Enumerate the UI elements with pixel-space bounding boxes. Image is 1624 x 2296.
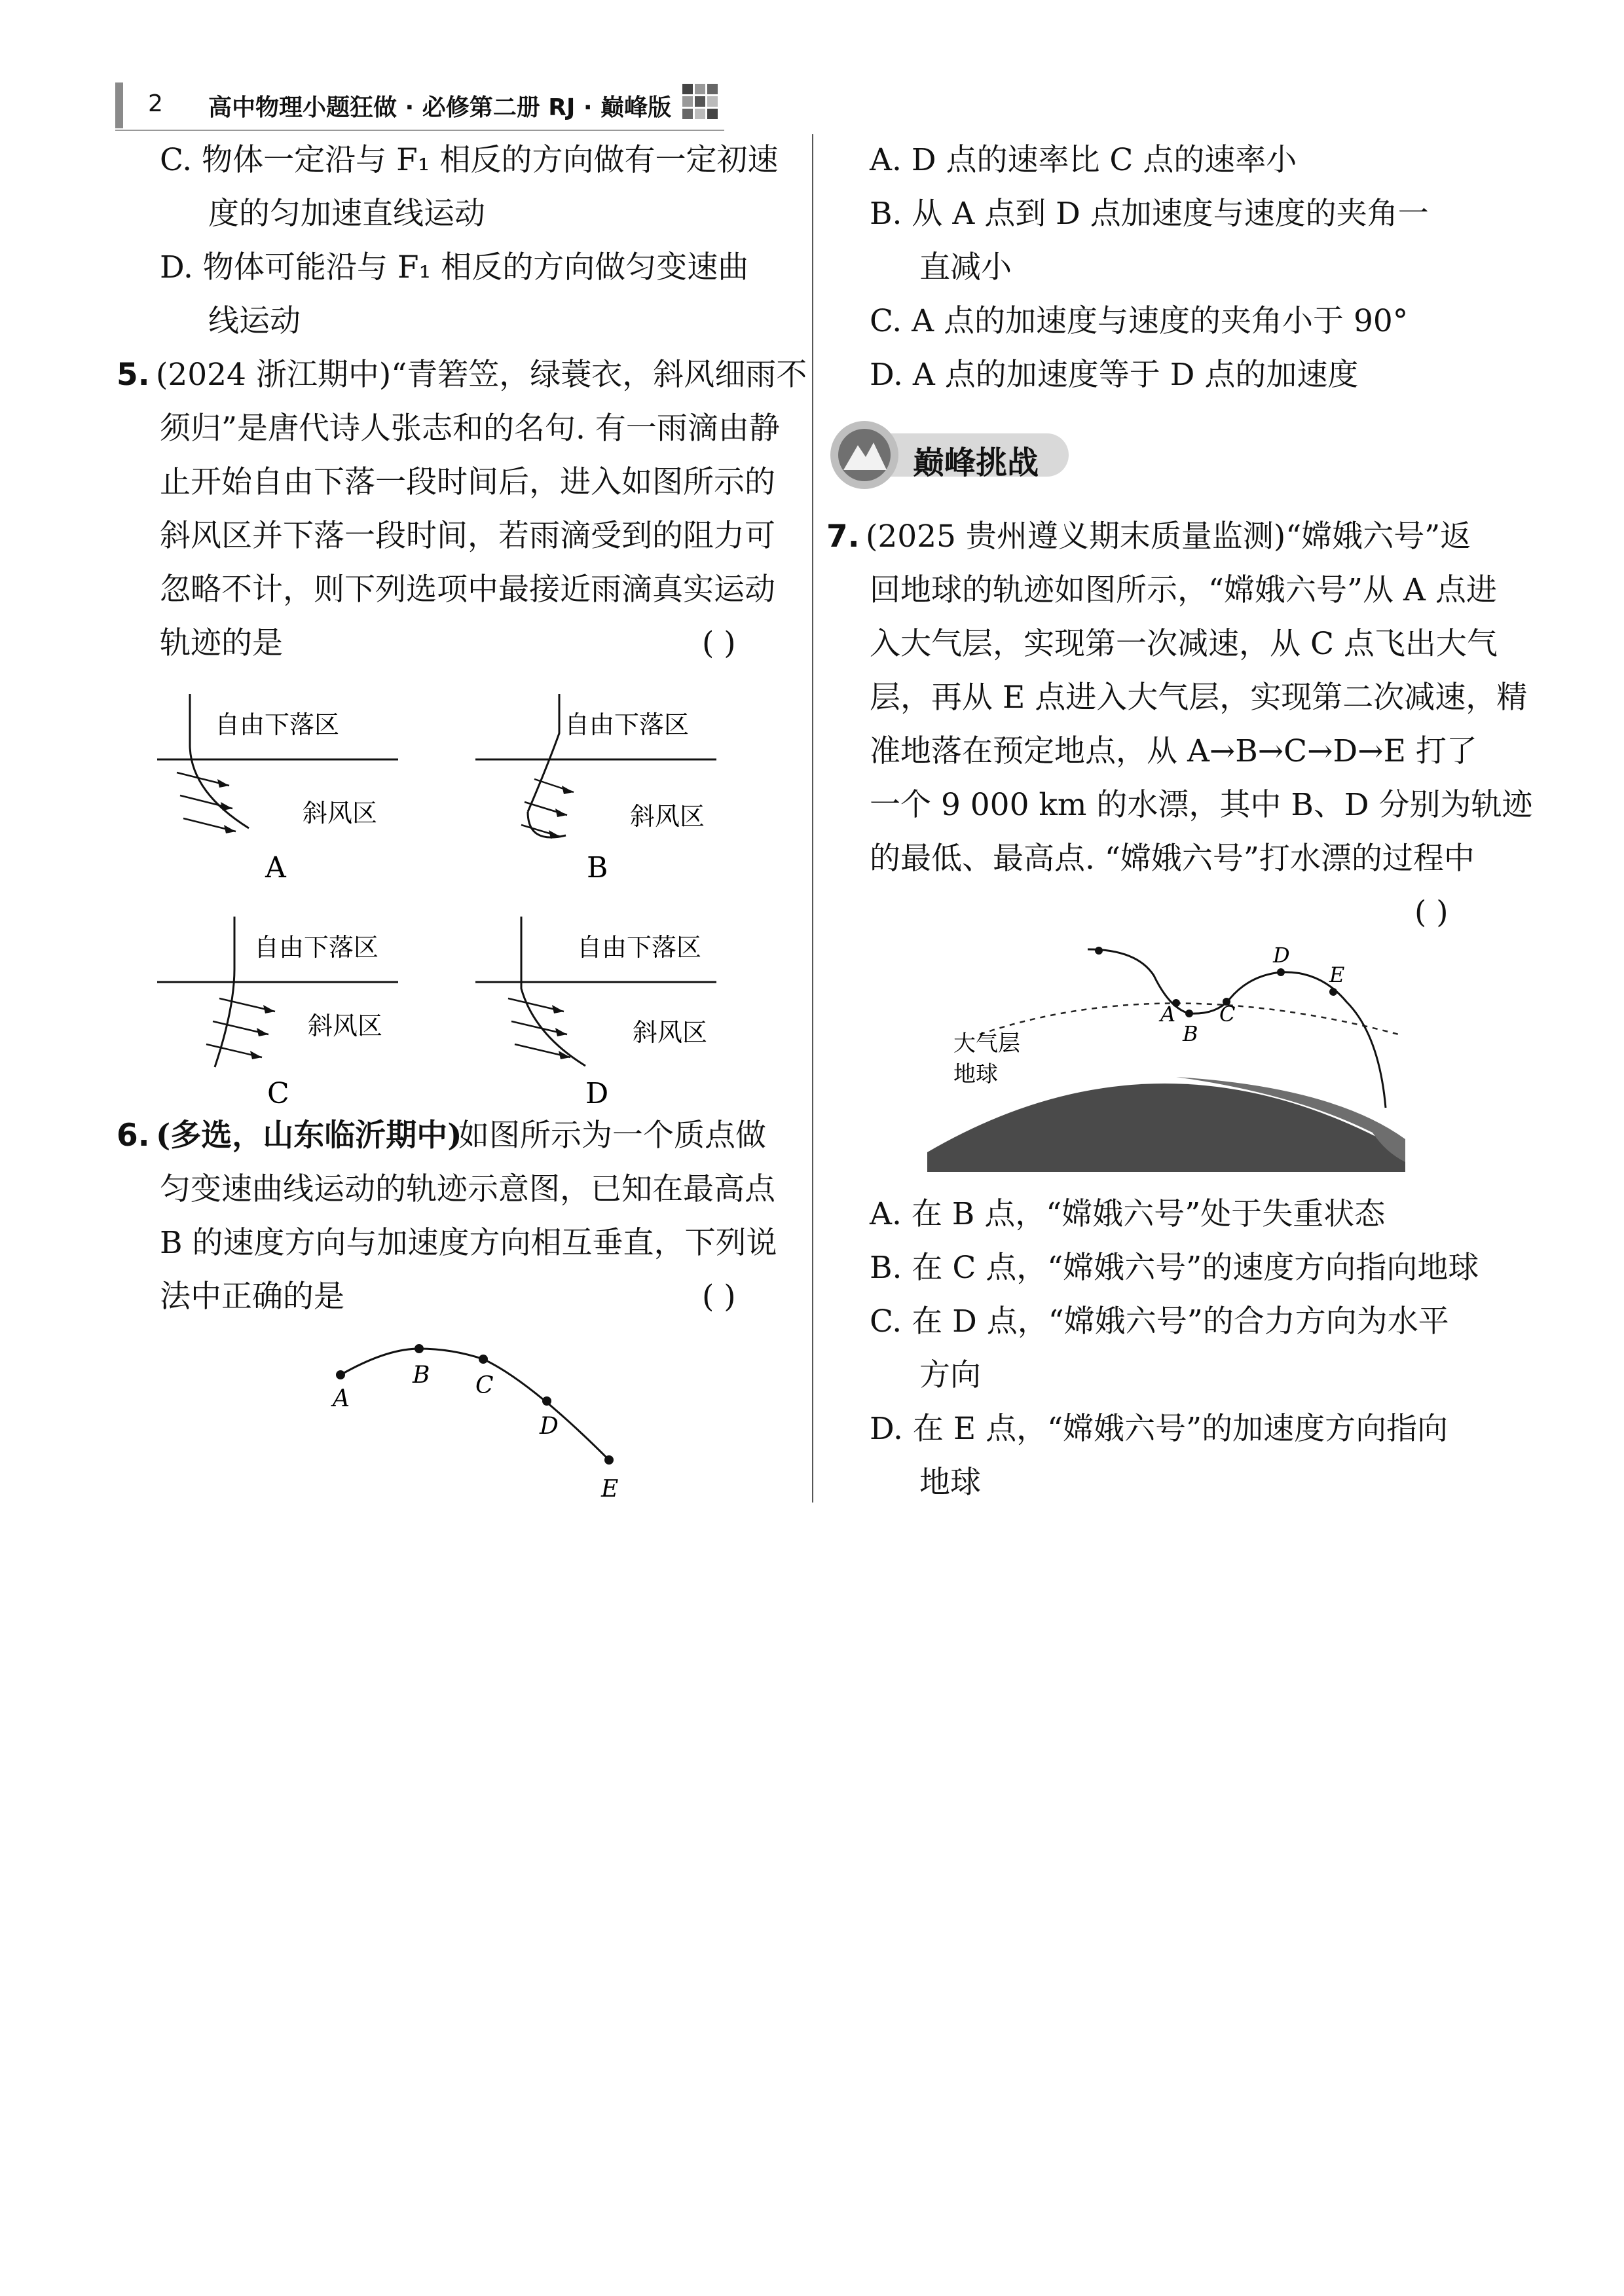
q7-label-a: A xyxy=(1160,1002,1176,1027)
q5-line1: (2024 浙江期中)“青箬笠，绿蓑衣，斜风细雨不 xyxy=(156,357,807,393)
q6-point-b xyxy=(415,1344,424,1353)
q6-option-b-line2: 直减小 xyxy=(919,249,1012,285)
q6-answer-bracket: ( ) xyxy=(702,1279,736,1315)
q7-number: 7. xyxy=(826,519,860,555)
q6-point-d xyxy=(542,1396,551,1406)
q7-line6: 一个 9 000 km 的水漂，其中 B、D 分别为轨迹 xyxy=(870,787,1533,823)
section-banner xyxy=(826,419,1075,491)
q7-option-a: A. 在 B 点，“嫦娥六号”处于失重状态 xyxy=(870,1196,1386,1232)
q6-line4: 法中正确的是 xyxy=(160,1279,344,1315)
q5-figure-c xyxy=(157,903,406,1113)
q5-c-wind-label: 斜风区 xyxy=(308,1011,383,1040)
earth-surface xyxy=(927,1084,1405,1172)
q6-label-d: D xyxy=(540,1413,559,1440)
q5-b-option-label: B xyxy=(587,851,608,884)
q7-atmosphere-label: 大气层 xyxy=(953,1030,1020,1057)
q6-line3: B 的速度方向与加速度方向相互垂直，下列说 xyxy=(160,1225,777,1261)
q7-line2: 回地球的轨迹如图所示，“嫦娥六号”从 A 点进 xyxy=(870,572,1497,608)
q5-a-wind-label: 斜风区 xyxy=(303,799,378,828)
q7-line4: 层，再从 E 点进入大气层，实现第二次减速，精 xyxy=(870,680,1528,716)
q5-d-wind-label: 斜风区 xyxy=(633,1018,708,1047)
q5-number: 5. xyxy=(117,357,150,393)
q6-line1: 如图所示为一个质点做 xyxy=(458,1118,766,1154)
q7-label-d: D xyxy=(1273,943,1290,968)
q5-a-free-label: 自由下落区 xyxy=(215,710,340,739)
q6-option-a: A. D 点的速率比 C 点的速率小 xyxy=(870,142,1297,178)
q7-option-c-line1: C. 在 D 点，“嫦娥六号”的合力方向为水平 xyxy=(870,1303,1449,1339)
section-title: 巅峰挑战 xyxy=(913,445,1039,481)
q5-d-option-label: D xyxy=(585,1077,609,1110)
q7-option-b: B. 在 C 点，“嫦娥六号”的速度方向指向地球 xyxy=(870,1250,1479,1286)
q4-opt-d-line2: 线运动 xyxy=(208,303,301,339)
q6-number: 6. xyxy=(117,1118,150,1154)
q5-figure-a xyxy=(157,681,406,890)
q5-figure-d xyxy=(475,903,724,1113)
header-bar xyxy=(115,82,123,128)
q5-line6: 轨迹的是 xyxy=(160,625,283,661)
q7-option-c-line2: 方向 xyxy=(919,1357,981,1393)
header-rule xyxy=(115,130,724,131)
q6-option-d: D. A 点的加速度等于 D 点的加速度 xyxy=(870,357,1359,393)
q7-label-c: C xyxy=(1219,1002,1236,1027)
q5-answer-bracket: ( ) xyxy=(702,625,736,661)
q6-point-e xyxy=(604,1455,614,1465)
q5-b-wind-label: 斜风区 xyxy=(630,802,705,831)
q5-line5: 忽略不计，则下列选项中最接近雨滴真实运动 xyxy=(160,572,775,608)
q6-option-b-line1: B. 从 A 点到 D 点加速度与速度的夹角一 xyxy=(870,196,1429,232)
q6-point-a xyxy=(336,1370,345,1379)
q6-trajectory-figure xyxy=(321,1336,642,1506)
q5-c-free-label: 自由下落区 xyxy=(254,933,379,962)
q7-line7: 的最低、最高点. “嫦娥六号”打水漂的过程中 xyxy=(870,841,1475,877)
q7-line1: (2025 贵州遵义期末质量监测)“嫦娥六号”返 xyxy=(866,519,1471,555)
q5-b-free-label: 自由下落区 xyxy=(564,710,690,739)
q5-c-option-label: C xyxy=(267,1077,289,1110)
q6-label-a: A xyxy=(333,1385,350,1412)
q5-d-free-label: 自由下落区 xyxy=(577,933,702,962)
q7-trajectory-figure xyxy=(927,936,1412,1172)
q7-label-b: B xyxy=(1183,1021,1198,1046)
q5-line2: 须归”是唐代诗人张志和的名句. 有一雨滴由静 xyxy=(160,410,780,446)
q6-option-c: C. A 点的加速度与速度的夹角小于 90° xyxy=(870,303,1409,339)
q5-line4: 斜风区并下落一段时间，若雨滴受到的阻力可 xyxy=(160,518,775,554)
q7-earth-label: 地球 xyxy=(953,1061,998,1087)
q5-line3: 止开始自由下落一段时间后，进入如图所示的 xyxy=(160,464,775,500)
q7-option-d-line2: 地球 xyxy=(919,1465,981,1501)
book-title: 高中物理小题狂做 · 必修第二册 RJ · 巅峰版 xyxy=(208,94,672,121)
q6-label-b: B xyxy=(413,1362,430,1389)
q6-point-c xyxy=(479,1355,488,1364)
q6-label-c: C xyxy=(475,1372,494,1399)
q5-figure-b xyxy=(475,681,724,890)
q6-line2: 匀变速曲线运动的轨迹示意图，已知在最高点 xyxy=(160,1171,775,1207)
q7-option-d-line1: D. 在 E 点，“嫦娥六号”的加速度方向指向 xyxy=(870,1411,1449,1447)
page-number: 2 xyxy=(148,90,163,117)
q6-label-e: E xyxy=(601,1476,619,1503)
q4-opt-c-line2: 度的匀加速直线运动 xyxy=(208,196,485,232)
q4-opt-c-line1: C. 物体一定沿与 F₁ 相反的方向做有一定初速 xyxy=(160,142,779,178)
column-divider xyxy=(812,134,813,1503)
grid-logo-icon xyxy=(682,84,718,119)
q7-answer-bracket: ( ) xyxy=(1414,894,1449,930)
q7-label-e: E xyxy=(1329,962,1345,987)
q5-a-option-label: A xyxy=(265,851,286,884)
q7-line3: 入大气层，实现第一次减速，从 C 点飞出大气 xyxy=(870,626,1498,662)
q6-tag: (多选，山东临沂期中) xyxy=(156,1118,462,1154)
q4-opt-d-line1: D. 物体可能沿与 F₁ 相反的方向做匀变速曲 xyxy=(160,249,749,285)
q7-line5: 准地落在预定地点，从 A→B→C→D→E 打了 xyxy=(870,733,1477,769)
